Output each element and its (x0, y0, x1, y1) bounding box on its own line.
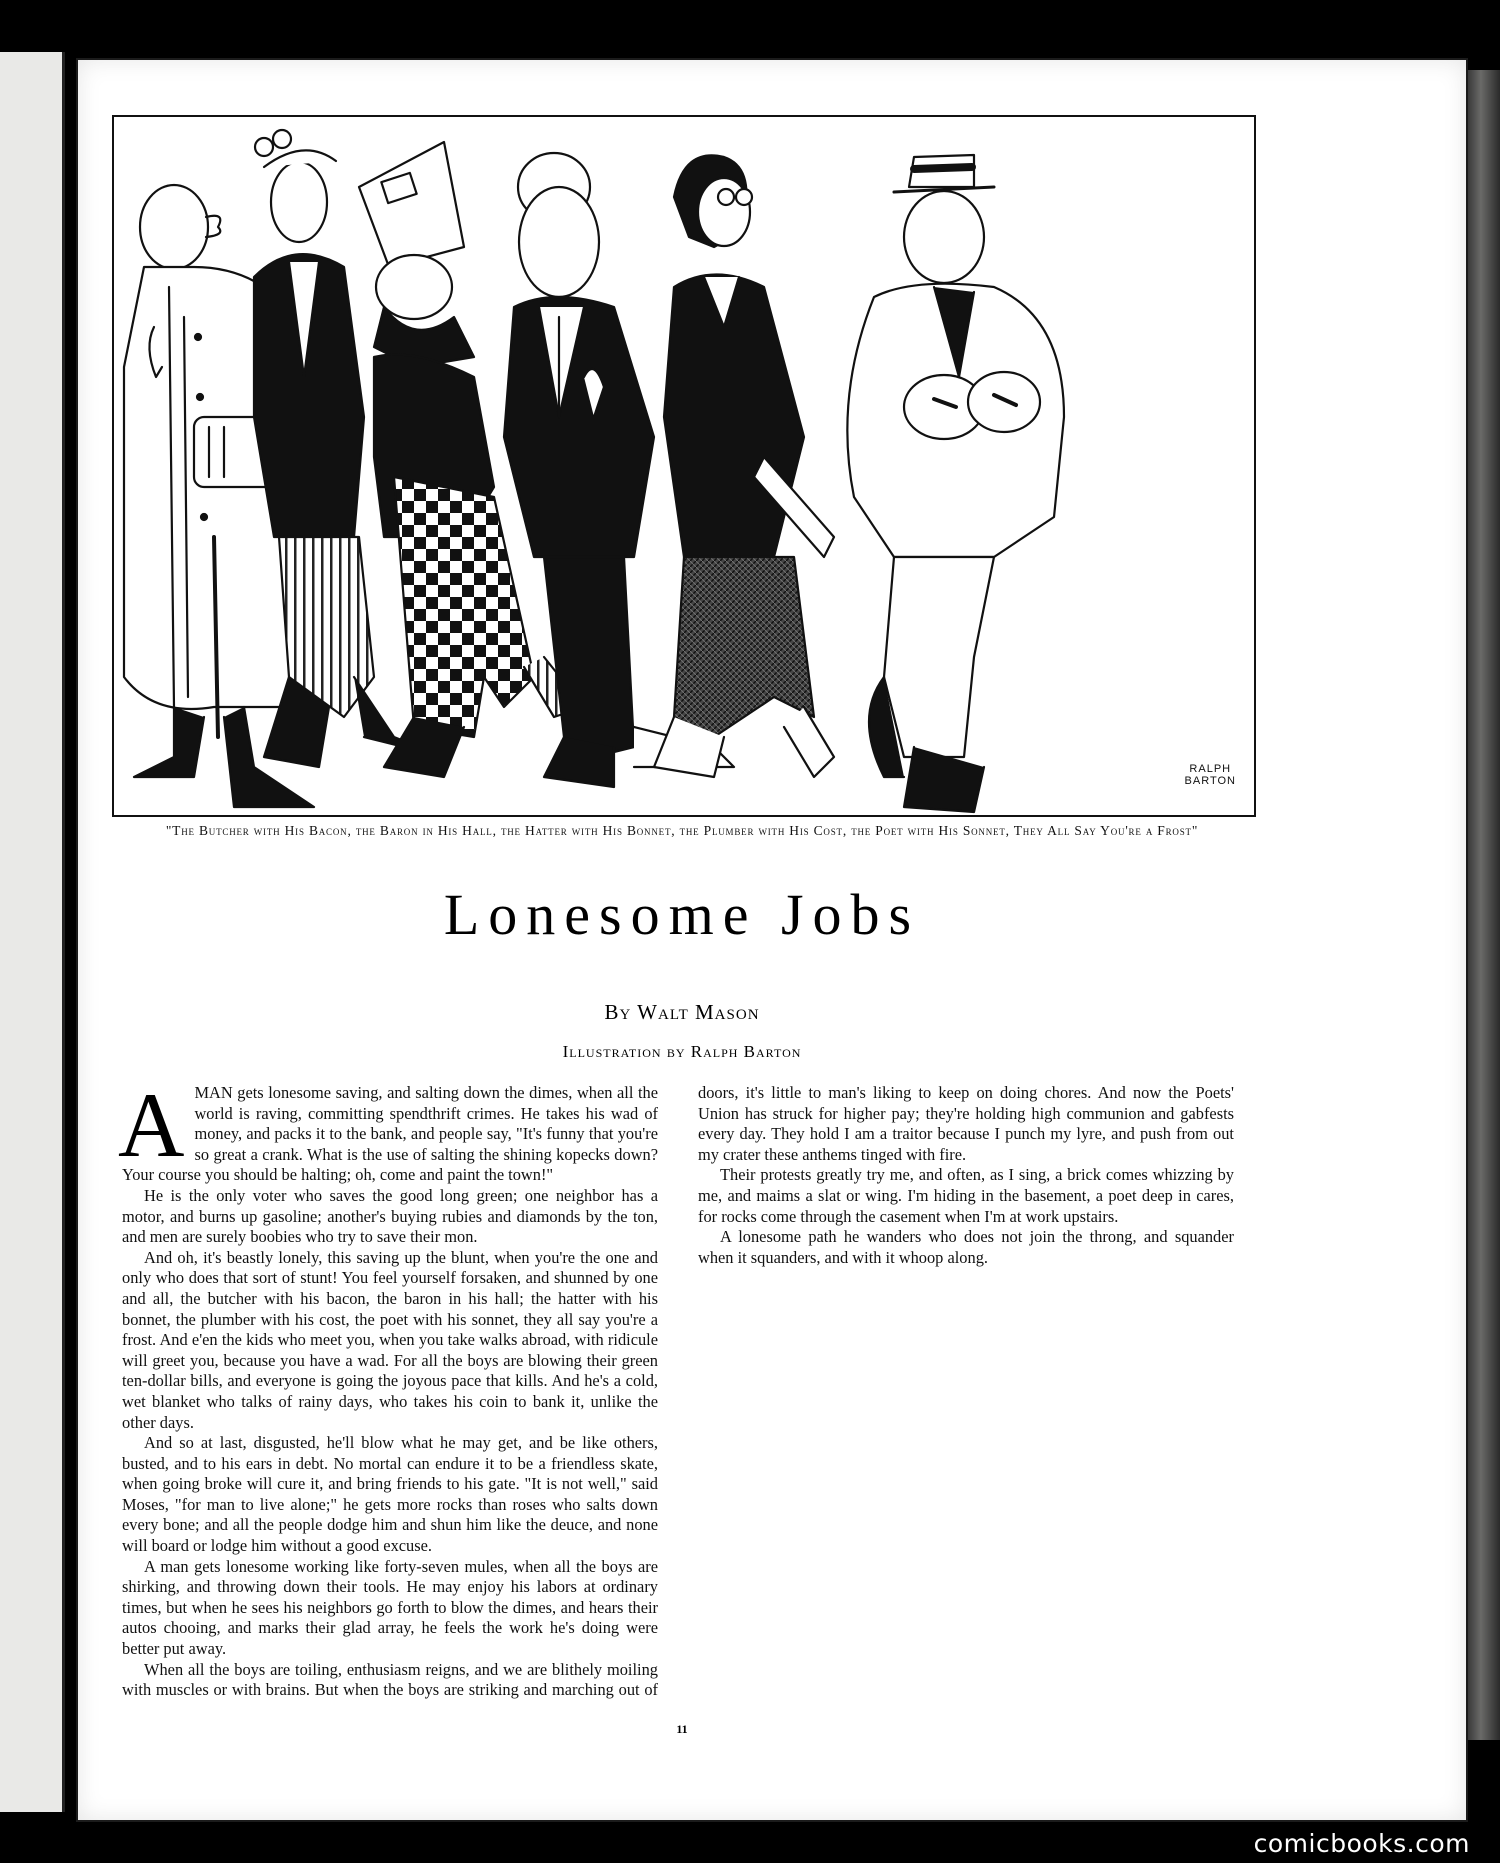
paragraph-5: A man gets lonesome working like forty-seven mules, when all the boys are shirking, and throwing down their tools. He may enjoy his labors at ordinary times, but when he sees his neighbors go forth to blow the dimes, and hears their autos chooing, and marks their glad array, he feels the work he's doing were better put away. (122, 1556, 658, 1659)
page-number: 11 (676, 1722, 688, 1736)
paragraph-8: A lonesome path he wanders who does not join the throng, and squander when it squanders, and with it whoop along. (698, 1227, 1234, 1267)
illustration-credit: Illustration by Ralph Barton (562, 1042, 802, 1061)
facing-page-edge (0, 52, 65, 1812)
paragraph-2: He is the only voter who saves the good long green; one neighbor has a motor, and burns up gasoline; another's buying rubies and diamonds by the ton, and men are surely boobies who try to save their mon. (122, 1185, 658, 1247)
paragraph-7: Their protests greatly try me, and often, as I sing, a brick comes whizzing by me, and maims a slat or wing. I'm hiding in the basement, a poet deep in cares, for rocks come through the casement when I'm at work upstairs. (698, 1165, 1234, 1226)
site-watermark: comicbooks.com (1253, 1829, 1470, 1858)
article-body (118, 1074, 1234, 1703)
paragraph-1 (118, 1074, 658, 1186)
paragraph-6: When all the boys are toiling, enthusiasm reigns, and we are blithely moiling with muscles or with brains. But when the boys are striking and marching out of doors, it's little to man's liking to keep on doing chores. And now the Poets' Union has struck for higher pay; they're holding high communion and gabfests every day. They hold I am a traitor because I punch my lyre, and push from out my crater these anthems tinged with fire. (122, 1083, 1234, 1700)
signature-line-2: BARTON (1184, 775, 1236, 787)
article-title: Lonesome Jobs (443, 882, 921, 947)
drop-cap: A (118, 1074, 185, 1176)
illustration-caption: "The Butcher with His Bacon, the Baron in His Hall, the Hatter with His Bonnet, the Plumber with His Cost, the Poet with His Sonnet, They All Say You're a Frost" (165, 823, 1199, 838)
book-binding-edge (1468, 70, 1500, 1740)
poet-figure (654, 155, 834, 777)
marching-figures-drawing (114, 117, 1254, 815)
author-byline: By Walt Mason (604, 1000, 760, 1024)
paragraph-4: And so at last, disgusted, he'll blow what he may get, and be like others, busted, and to his ears in debt. No mortal can endure it to be a friendless skate, when going broke will cure it, and bring friends to his gate. "It is not well," said Moses, "for man to live alone;" he gets more rocks than roses who salts down every bone; and all the people dodge him and shun him like the deuce, and none will board or lodge him without a good excuse. (122, 1433, 658, 1556)
signature-line-1: RALPH (1189, 763, 1232, 775)
burly-man-figure (847, 155, 1064, 812)
illustration-panel (112, 115, 1256, 817)
artist-signature (1185, 763, 1236, 787)
paragraph-1-text: MAN gets lonesome saving, and salting down the dimes, when all the world is raving, committing spendthrift crimes. He takes his wad of money, and packs it to the bank, and people say, "It's funny that you're so great a crank. What is the use of salting the shining kopecks down? Your course you should be halting; oh, come and paint the town!" (122, 1083, 658, 1185)
paragraph-3: And oh, it's beastly lonely, this saving up the blunt, when you're the one and only who does that sort of stunt! You feel yourself forsaken, and shunned by one and all, the butcher with his bacon, the baron in his hall; the hatter with his bonnet, the plumber with his cost, the poet with his sonnet, they all say you're a frost. And e'en the kids who meet you, when you take walks abroad, with ridicule will greet you, because you have a wad. For all the boys are blowing their green ten-dollar bills, and everyone is going the joyous pace that kills. And he's a cold, wet blanket who talks of rainy days, who takes his coin to bank it, unlike the other days. (122, 1247, 658, 1432)
